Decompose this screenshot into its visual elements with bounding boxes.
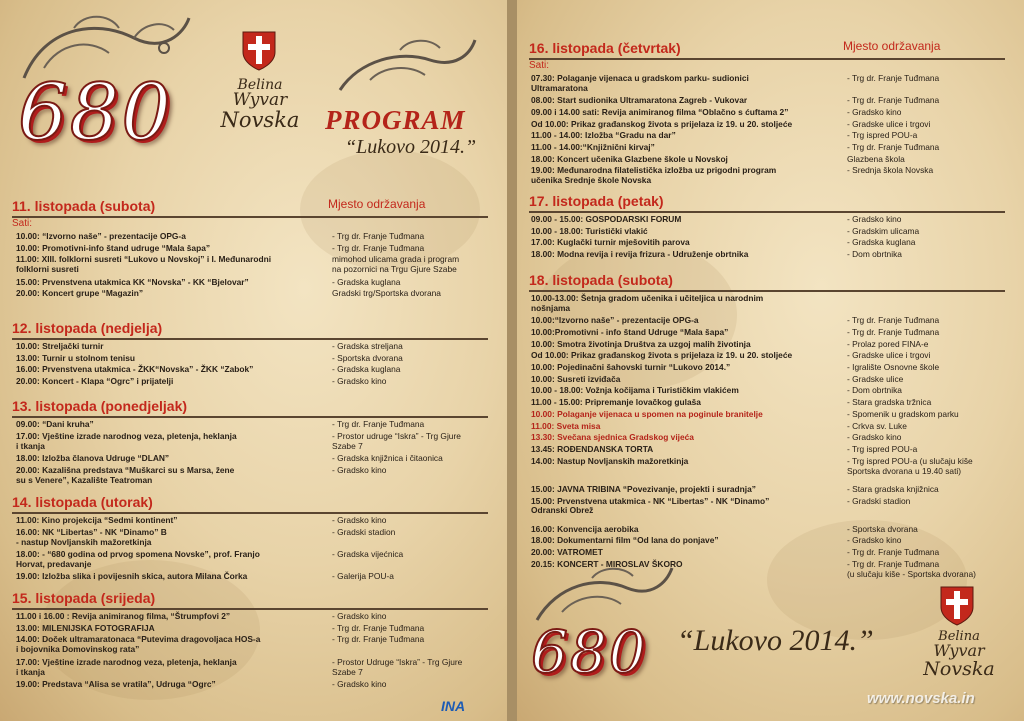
event-location: - Gradske ulice: [847, 373, 904, 384]
event-location: - Gradska kuglana: [847, 237, 916, 248]
event-location: - Spomenik u gradskom parku: [847, 408, 959, 419]
event-entry: 16.00: NK “Libertas” - NK “Dinamo” B - nastup Novljanskih mažoretkinja: [16, 526, 167, 547]
event-entry: 18.00: Dokumentarni film “Od lana do ponjave”: [531, 535, 719, 546]
footer-town-line3: Novska: [923, 657, 995, 680]
event-location: - Gradsko kino: [332, 678, 387, 689]
event-entry: 18.00: Modna revija i revija frizura - Udruženje obrtnika: [531, 249, 749, 260]
event-entry: 15.00: Prvenstvena utakmica KK “Novska” - KK “Bjelovar”: [16, 276, 249, 287]
event-location: - Crkva sv. Luke: [847, 420, 907, 431]
event-entry: 16.00: Konvencija aerobika: [531, 523, 639, 534]
event-location: - Trg dr. Franje Tuđmana: [332, 419, 425, 429]
event-location: - Igralište Osnovne škole: [847, 362, 940, 372]
event-entry: 14.00: Doček ultramaratonaca “Putevima dragovoljaca HOS-a i bojovnika Domovinskog rata”: [16, 634, 261, 655]
section-divider: [529, 58, 1005, 60]
coat-of-arms-icon: [939, 585, 975, 627]
event-entry: 13.45: ROĐENDANSKA TORTA: [531, 443, 654, 454]
event-location: - Trg dr. Franje Tuđmana (u slučaju kiše - Sportska dvorana): [847, 558, 976, 579]
event-location: - Gradske ulice i trgovi: [847, 118, 931, 129]
event-entry: 10.00 - 18.00: Turistički vlakić: [531, 225, 648, 236]
watermark-text: www.novska.in: [867, 690, 975, 707]
event-entry: 13.00: MILENIJSKA FOTOGRAFIJA: [16, 622, 155, 633]
year-680-logo: 680: [18, 68, 173, 158]
event-entry: 10.00: Promotivni-info štand udruge “Mala šapa”: [16, 242, 211, 253]
event-entry: 07.30: Polaganje vijenaca u gradskom parku- sudionici Ultramaratona: [531, 73, 749, 93]
program-subtitle: “Lukovo 2014.”: [345, 136, 477, 158]
event-location: - Trg ispred POU-a (u slučaju kiše Sportska dvorana u 19.40 sati): [847, 455, 973, 476]
section-divider: [12, 416, 488, 418]
event-entry: 11.00 i 16.00 : Revija animiranog filma, “Štrumpfovi 2”: [16, 611, 231, 621]
event-location: - Gradski stadion: [332, 526, 396, 537]
venue-column-header: Mjesto održavanja: [328, 197, 426, 211]
section-divider: [12, 216, 488, 218]
event-location: - Stara gradska knjižnica: [847, 483, 939, 494]
event-entry: 08.00: Start sudionika Ultramaratona Zagreb - Vukovar: [531, 95, 748, 106]
event-entry: 19.00: Predstava “Alisa se vratila”, Udruga “Ogrc”: [16, 678, 216, 689]
event-location: - Stara gradska tržnica: [847, 397, 932, 408]
section-divider: [12, 608, 488, 610]
event-entry: 11.00: Kino projekcija “Sedmi kontinent”: [16, 515, 178, 525]
event-location: - Trg dr. Franje Tuđmana: [332, 242, 425, 253]
event-location: - Gradski stadion: [847, 495, 911, 506]
event-location: mimohod ulicama grada i program na pozornici na Trgu Gjure Szabe: [332, 254, 460, 275]
event-entry: 17.00: Vještine izrade narodnog veza, pletenja, heklanja i tkanja: [16, 656, 237, 677]
footer-town-line2: Wyvar: [933, 641, 985, 661]
section-divider: [529, 211, 1005, 213]
event-entry: 09.00: “Dani kruha”: [16, 419, 94, 429]
day-title: 15. listopada (srijeda): [12, 590, 156, 606]
event-location: - Prostor udruge “Iskra” - Trg Gjure Szabe 7: [332, 430, 461, 451]
event-entry: 18.00: Koncert učenika Glazbene škole u Novskoj: [531, 153, 728, 164]
event-location: - Dom obrtnika: [847, 249, 902, 260]
event-entry: 17.00: Kuglački turnir mješovitih parova: [531, 237, 690, 248]
event-location: - Prostor Udruge “Iskra” - Trg Gjure Szabe 7: [332, 656, 463, 677]
event-entry: 10.00:Promotivni - info štand Udruge “Mala šapa”: [531, 326, 729, 337]
right-page: [517, 0, 1024, 721]
event-entry: 10.00: Susreti izviđača: [531, 373, 621, 384]
day-title: 13. listopada (ponedjeljak): [12, 398, 188, 414]
event-location: Glazbena škola: [847, 153, 905, 164]
event-entry: 17.00: Vještine izrade narodnog veza, pletenja, heklanja i tkanja: [16, 430, 237, 451]
day-title: 11. listopada (subota): [12, 198, 156, 214]
event-location: - Gradsko kino: [332, 611, 387, 621]
footer-year-680-logo: 680: [531, 618, 648, 686]
event-location: - Gradsko kino: [332, 464, 387, 475]
event-entry: 10.00: “Izvorno naše” - prezentacije OPG-a: [16, 231, 186, 241]
event-entry: 11.00: XIII. folklorni susreti “Lukovo u Novskoj” i I. Međunarodni folklorni susreti: [16, 254, 272, 275]
event-entry: 09.00 i 14.00 sati: Revija animiranog filma “Oblačno s ćuftama 2”: [531, 106, 789, 117]
coat-of-arms-icon: [241, 30, 277, 72]
day-title: 16. listopada (četvrtak): [529, 40, 681, 56]
event-location: - Gradska streljana: [332, 341, 403, 351]
day-title: 18. listopada (subota): [529, 272, 673, 288]
event-location: - Trg dr. Franje Tuđmana: [332, 231, 425, 241]
day-title: 17. listopada (petak): [529, 193, 664, 209]
event-entry: 11.00: Sveta misa: [531, 420, 601, 431]
event-location: - Trg dr. Franje Tuđmana: [332, 634, 425, 645]
left-page: [0, 0, 507, 721]
event-location: - Gradsko kino: [332, 376, 387, 387]
event-entry: 11.00 - 15.00: Pripremanje lovačkog gulaša: [531, 397, 701, 408]
town-name-line3: Novska: [220, 107, 300, 132]
town-name-line2: Wyvar: [232, 90, 288, 111]
event-location: - Srednja škola Novska: [847, 165, 934, 176]
section-divider: [529, 290, 1005, 292]
event-location: - Trg dr. Franje Tuđmana: [332, 622, 425, 633]
event-location: Gradski trg/Sportska dvorana: [332, 288, 441, 299]
event-entry: 10.00: Streljački turnir: [16, 341, 104, 351]
event-entry: 20.00: Kazališna predstava “Muškarci su s Marsa, žene su s Venere”, Kazalište Teatroman: [16, 464, 235, 485]
town-name-line1: Belina: [237, 77, 283, 93]
event-location: - Gradska kuglana: [332, 276, 401, 287]
event-location: - Trg ispred POU-a: [847, 443, 918, 454]
section-divider: [12, 512, 488, 514]
event-location: - Gradsko kino: [332, 515, 387, 525]
section-divider: [12, 338, 488, 340]
event-location: - Dom obrtnika: [847, 385, 902, 396]
event-location: - Gradskim ulicama: [847, 225, 920, 236]
event-entry: 13.00: Turnir u stolnom tenisu: [16, 352, 135, 363]
event-location: - Sportska dvorana: [332, 352, 403, 363]
event-location: - Trg dr. Franje Tuđmana: [847, 315, 940, 326]
event-location: - Gradsko kino: [847, 106, 902, 117]
footer-town-line1: Belina: [938, 629, 980, 644]
event-entry: 15.00: JAVNA TRIBINA “Povezivanje, projekti i suradnja”: [531, 483, 756, 494]
event-entry: 20.00: Koncert grupe “Magazin”: [16, 288, 144, 299]
day-title: 12. listopada (nedjelja): [12, 320, 163, 336]
event-entry: 11.00 - 14.00: Izložba “Gradu na dar”: [531, 130, 676, 141]
event-entry: 20.15: KONCERT - MIROSLAV ŠKORO: [531, 558, 683, 569]
event-location: - Gradsko kino: [847, 535, 902, 546]
event-location: - Trg dr. Franje Tuđmana: [847, 95, 940, 106]
event-entry: Od 10.00: Prikaz građanskog života s prijelaza iz 19. u 20. stoljeće: [531, 118, 793, 129]
event-entry: 10.00 - 18.00: Vožnja kočijama i Turističkim vlakićem: [531, 385, 739, 396]
event-entry: 18.00: - “680 godina od prvog spomena Novske”, prof. Franjo Horvat, predavanje: [16, 548, 260, 569]
event-entry: 09.00 - 15.00: GOSPODARSKI FORUM: [531, 214, 682, 224]
program-title: PROGRAM: [325, 105, 466, 135]
event-location: - Gradska kuglana: [332, 364, 401, 375]
event-location: - Trg dr. Franje Tuđmana: [847, 547, 940, 558]
footer-lukovo-title: “Lukovo 2014.”: [677, 624, 874, 657]
event-location: - Gradsko kino: [847, 214, 902, 224]
event-entry: 18.00: Izložba članova Udruge “DLAN”: [16, 452, 170, 463]
event-location: - Prolaz pored FINA-e: [847, 338, 929, 349]
event-location: - Sportska dvorana: [847, 523, 918, 534]
event-entry: 10.00: Smotra životinja Društva za uzgoj malih životinja: [531, 338, 751, 349]
event-entry: 14.00: Nastup Novljanskih mažoretkinja: [531, 455, 689, 466]
swirl-ornament-icon: [330, 30, 480, 100]
hours-label: Sati:: [529, 60, 550, 71]
event-location: - Gradske ulice i trgovi: [847, 350, 931, 361]
venue-column-header: Mjesto održavanja: [843, 39, 941, 53]
event-entry: Od 10.00: Prikaz građanskog života s prijelaza iz 19. u 20. stoljeće: [531, 350, 793, 361]
event-location: - Galerija POU-a: [332, 571, 394, 582]
event-location: - Gradska vijećnica: [332, 548, 404, 559]
day-title: 14. listopada (utorak): [12, 494, 153, 510]
event-location: - Trg ispred POU-a: [847, 130, 918, 141]
event-location: - Trg dr. Franje Tuđmana: [847, 326, 940, 337]
event-entry: 15.00: Prvenstvena utakmica - NK “Libertas” - NK “Dinamo” Odranski Obrež: [531, 495, 770, 516]
event-entry: 11.00 - 14.00:“Knjižnični kirvaj”: [531, 142, 655, 152]
event-entry: 10.00-13.00: Šetnja gradom učenika i učiteljica u narodnim nošnjama: [531, 293, 764, 313]
event-entry: 20.00: Koncert - Klapa “Ogrc” i prijatelji: [16, 376, 174, 387]
event-entry: 10.00:“Izvorno naše” - prezentacije OPG-a: [531, 315, 699, 326]
event-entry: 13.30: Svečana sjednica Gradskog vijeća: [531, 432, 694, 443]
event-location: - Trg dr. Franje Tuđmana: [847, 73, 940, 83]
hours-label: Sati:: [12, 218, 33, 229]
event-entry: 16.00: Prvenstvena utakmica - ŽKK“Novska” - ŽKK “Zabok”: [16, 364, 254, 375]
ina-sponsor-logo: INA: [441, 698, 466, 714]
event-location: - Trg dr. Franje Tuđmana: [847, 142, 940, 152]
event-location: - Gradsko kino: [847, 432, 902, 443]
event-entry: 19.00: Međunarodna filatelistička izložba uz prigodni program učenika Srednje škole Novska: [531, 165, 777, 186]
event-entry: 19.00: Izložba slika i povijesnih skica, autora Milana Čorka: [16, 571, 248, 582]
page-gutter: [507, 0, 517, 721]
event-location: - Gradska knjižnica i čitaonica: [332, 452, 443, 463]
event-entry: 10.00: Polaganje vijenaca u spomen na poginule branitelje: [531, 408, 763, 419]
event-entry: 10.00: Pojedinačni šahovski turnir “Lukovo 2014.”: [531, 362, 731, 372]
event-entry: 20.00: VATROMET: [531, 547, 603, 558]
